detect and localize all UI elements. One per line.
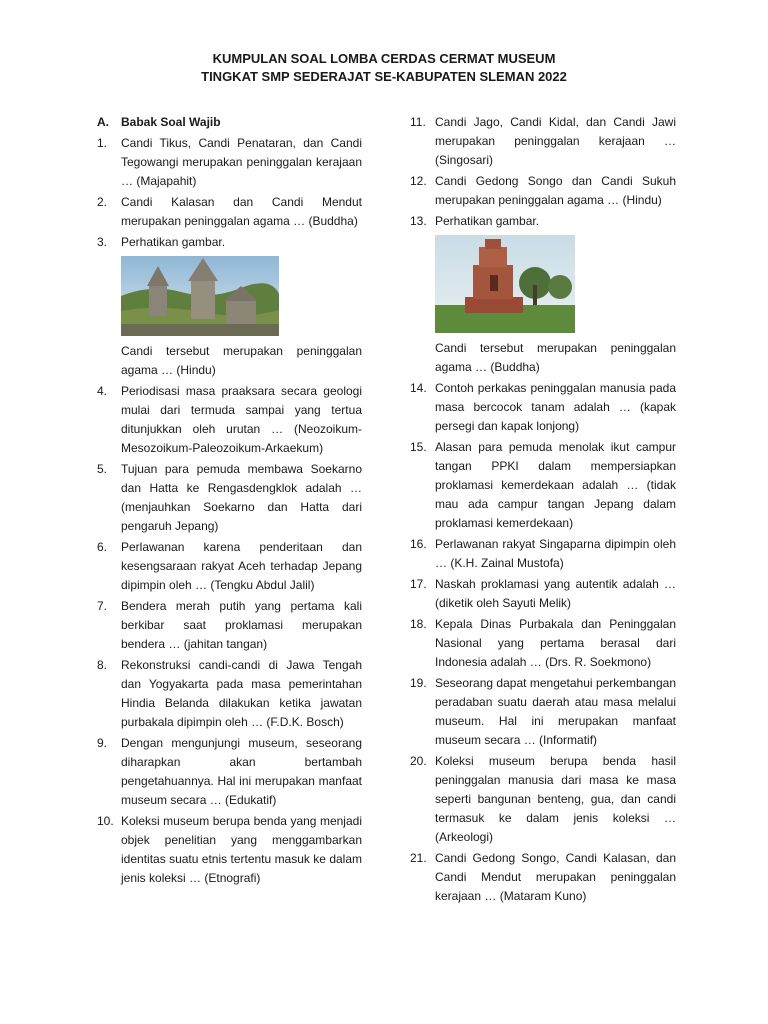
question-item <box>410 379 676 436</box>
question-text: Candi Kalasan dan Candi Mendut merupakan peninggalan agama … (Buddha) <box>121 195 362 228</box>
question-text: Perhatikan gambar. <box>435 214 540 228</box>
question-item <box>410 438 676 533</box>
question-number: 11. <box>410 115 426 129</box>
question-item <box>410 849 676 906</box>
question-text: Bendera merah putih yang pertama kali berkibar saat proklamasi merupakan bendera … (jahitan tangan) <box>121 599 362 651</box>
question-text: Candi Tikus, Candi Penataran, dan Candi Tegowangi merupakan peninggalan kerajaan … (Majapahit) <box>121 136 362 188</box>
question-item <box>410 674 676 750</box>
question-number: 5. <box>97 462 108 476</box>
question-number: 4. <box>97 384 108 398</box>
question-number: 16. <box>410 537 427 551</box>
question-item <box>410 535 676 573</box>
question-followup-text: Candi tersebut merupakan peninggalan agama … (Buddha) <box>435 341 676 374</box>
question-text: Periodisasi masa praaksara secara geologi mulai dari termuda sampai yang tertua ditunjukkan oleh urutan … (Neozoikum-Mesozoikum-Paleozoikum-Arkaekum) <box>121 384 362 455</box>
question-number: 17. <box>410 577 427 591</box>
question-number: 14. <box>410 381 427 395</box>
question-number: 12. <box>410 174 427 188</box>
question-text: Alasan para pemuda menolak ikut campur tangan PPKI dalam mempersiapkan proklamasi kemerdekaan adalah … (tidak mau ada campur tangan Jepang dalam proklamasi kemerdekaan) <box>435 440 676 530</box>
question-number: 18. <box>410 617 427 631</box>
question-number: 3. <box>97 235 108 249</box>
section-letter: A. <box>97 115 109 129</box>
question-item <box>410 752 676 847</box>
question-number: 20. <box>410 754 427 768</box>
question-item <box>97 134 362 191</box>
question-number: 7. <box>97 599 108 613</box>
question-text: Candi Jago, Candi Kidal, dan Candi Jawi merupakan peninggalan kerajaan … (Singosari) <box>435 115 676 167</box>
question-item <box>97 382 362 458</box>
question-item <box>97 597 362 654</box>
question-text: Naskah proklamasi yang autentik adalah … (diketik oleh Sayuti Melik) <box>435 577 676 610</box>
buddhist-temple-photo <box>435 235 575 333</box>
question-text: Candi Gedong Songo dan Candi Sukuh merupakan peninggalan agama … (Hindu) <box>435 174 676 207</box>
question-text: Perhatikan gambar. <box>121 235 226 249</box>
question-item <box>97 460 362 536</box>
question-text: Contoh perkakas peninggalan manusia pada masa bercocok tanam adalah … (kapak persegi dan kapak lonjong) <box>435 381 676 433</box>
question-number: 21. <box>410 851 427 865</box>
question-text: Dengan mengunjungi museum, seseorang diharapkan akan bertambah pengetahuannya. Hal ini merupakan manfaat museum secara … (Edukatif) <box>121 736 362 807</box>
document-title-line-2: TINGKAT SMP SEDERAJAT SE-KABUPATEN SLEMAN 2022 <box>201 69 567 84</box>
question-item <box>410 212 676 377</box>
question-item <box>97 812 362 888</box>
question-item <box>97 193 362 231</box>
question-text: Koleksi museum berupa benda yang menjadi objek penelitian yang menggambarkan identitas suatu etnis tertentu masuk ke dalam jenis koleksi … (Etnografi) <box>121 814 362 885</box>
section-label: Babak Soal Wajib <box>121 115 221 129</box>
question-text: Perlawanan karena penderitaan dan kesengsaraan rakyat Aceh terhadap Jepang dipimpin oleh … (Tengku Abdul Jalil) <box>121 540 362 592</box>
question-number: 9. <box>97 736 108 750</box>
question-item <box>97 734 362 810</box>
question-followup-text: Candi tersebut merupakan peninggalan agama … (Hindu) <box>121 344 362 377</box>
question-text: Tujuan para pemuda membawa Soekarno dan Hatta ke Rengasdengklok adalah … (menjauhkan Soekarno dan Hatta dari pengaruh Jepang) <box>121 462 362 533</box>
question-number: 19. <box>410 676 427 690</box>
question-text: Rekonstruksi candi-candi di Jawa Tengah dan Yogyakarta pada masa pemerintahan Hindia Belanda dilakukan ketika jawatan purbakala dipimpin oleh … (F.D.K. Bosch) <box>121 658 362 729</box>
question-number: 8. <box>97 658 108 672</box>
question-number: 15. <box>410 440 427 454</box>
right-column <box>410 113 676 908</box>
question-number: 10. <box>97 814 114 828</box>
question-number: 6. <box>97 540 108 554</box>
question-text: Candi Gedong Songo, Candi Kalasan, dan Candi Mendut merupakan peninggalan kerajaan … (Mataram Kuno) <box>435 851 676 903</box>
question-text: Seseorang dapat mengetahui perkembangan peradaban suatu daerah atau masa melalui museum. Hal ini merupakan manfaat museum secara … (Informatif) <box>435 676 676 747</box>
question-item <box>410 172 676 210</box>
question-text: Koleksi museum berupa benda hasil peninggalan manusia dari masa ke masa seperti bangunan benteng, gua, dan candi termasuk ke dalam jenis koleksi … (Arkeologi) <box>435 754 676 844</box>
question-item <box>410 575 676 613</box>
question-item <box>97 656 362 732</box>
question-item <box>97 233 362 380</box>
question-text: Kepala Dinas Purbakala dan Peninggalan Nasional yang pertama berasal dari Indonesia adalah … (Drs. R. Soekmono) <box>435 617 676 669</box>
question-number: 13. <box>410 214 427 228</box>
question-number: 1. <box>97 136 108 150</box>
question-item <box>97 538 362 595</box>
question-number: 2. <box>97 195 108 209</box>
hindu-temple-photo <box>121 256 279 336</box>
question-item <box>410 113 676 170</box>
question-text: Perlawanan rakyat Singaparna dipimpin oleh … (K.H. Zainal Mustofa) <box>435 537 676 570</box>
document-title-line-1: KUMPULAN SOAL LOMBA CERDAS CERMAT MUSEUM <box>212 51 556 66</box>
question-item <box>410 615 676 672</box>
section-heading <box>97 113 362 132</box>
left-column <box>97 113 362 890</box>
